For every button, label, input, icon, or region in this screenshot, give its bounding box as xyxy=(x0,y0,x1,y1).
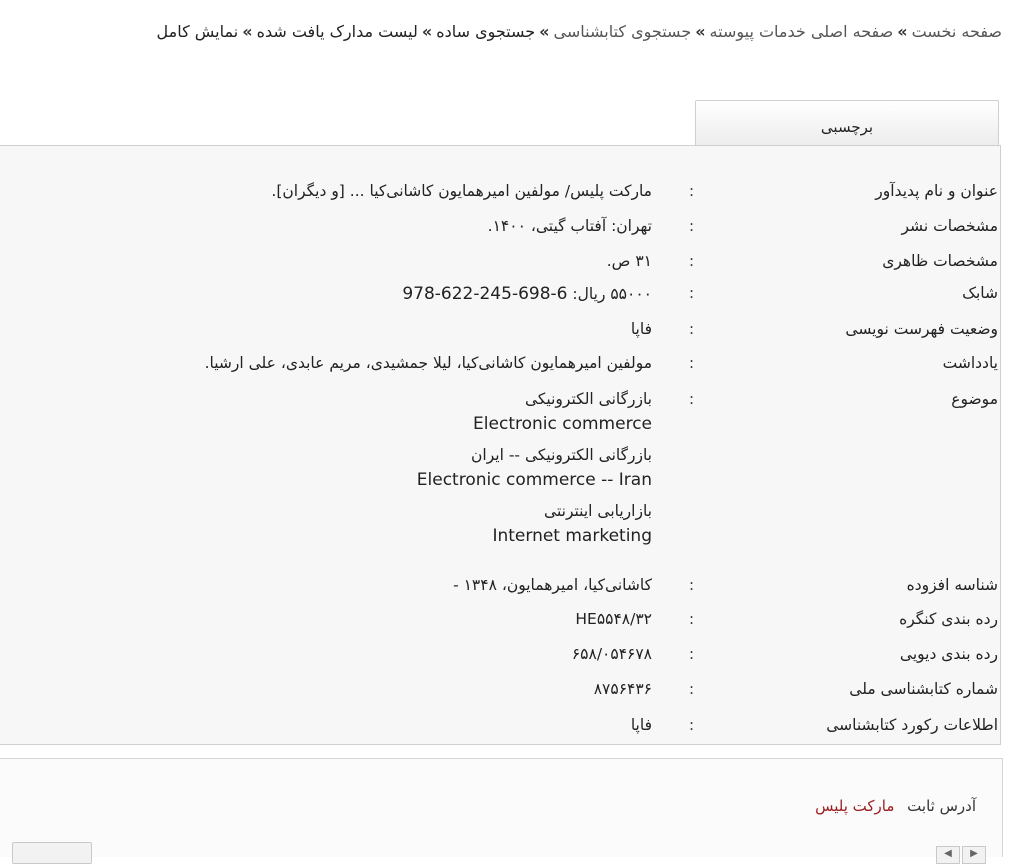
field-colon: : xyxy=(688,716,694,734)
prev-arrow-icon[interactable]: ◀ xyxy=(936,846,960,864)
breadcrumb-bibliographic-search[interactable]: جستجوی کتابشناسی xyxy=(553,22,692,41)
isbn-price: ۵۵۰۰۰ ریال: xyxy=(572,285,652,303)
subject-english: Electronic commerce xyxy=(473,414,652,434)
breadcrumb-services[interactable]: صفحه اصلی خدمات پیوسته xyxy=(709,22,894,41)
field-label: شماره کتابشناسی ملی xyxy=(849,680,998,698)
field-value: ۳۱ ص. xyxy=(606,252,652,270)
field-label: شناسه افزوده xyxy=(906,576,998,594)
field-value: HE۵۵۴۸/۳۲ xyxy=(575,610,652,628)
field-label: موضوع xyxy=(951,390,998,408)
field-value: فاپا xyxy=(630,320,652,338)
breadcrumb-simple-search[interactable]: جستجوی ساده xyxy=(436,22,536,41)
breadcrumb xyxy=(12,16,1002,48)
field-label: رده بندی کنگره xyxy=(899,610,998,628)
field-colon: : xyxy=(688,354,694,372)
field-label: رده بندی دیویی xyxy=(899,645,998,663)
isbn-number: 978-622-245-698-6 xyxy=(402,284,568,304)
field-colon: : xyxy=(688,284,694,302)
field-label: شابک xyxy=(962,284,998,302)
record-panel xyxy=(0,145,1001,745)
permalink-label: آدرس ثابت xyxy=(907,797,976,815)
breadcrumb-home[interactable]: صفحه نخست xyxy=(911,22,1002,41)
field-label: مشخصات ظاهری xyxy=(882,252,998,270)
permalink xyxy=(815,797,976,815)
field-colon: : xyxy=(688,610,694,628)
field-colon: : xyxy=(688,182,694,200)
field-value: تهران: آفتاب گیتی، ۱۴۰۰. xyxy=(487,217,652,235)
field-colon: : xyxy=(688,390,694,408)
tab-labeled-view[interactable]: برچسبی xyxy=(695,100,999,147)
field-label: اطلاعات رکورد کتابشناسی xyxy=(826,716,998,734)
breadcrumb-separator: » xyxy=(695,22,706,41)
breadcrumb-separator: » xyxy=(421,22,433,41)
field-label: مشخصات نشر xyxy=(901,217,998,235)
breadcrumb-separator: » xyxy=(539,22,550,41)
subject-english: Electronic commerce -- Iran xyxy=(416,470,652,490)
field-value: مولفین امیرهمایون کاشانی‌کیا، لیلا جمشیدی، مریم عابدی، علی ارشیا. xyxy=(204,354,652,372)
breadcrumb-full-view: نمایش کامل xyxy=(156,22,239,41)
field-colon: : xyxy=(688,252,694,270)
breadcrumb-results-list[interactable]: لیست مدارک یافت شده xyxy=(256,22,418,41)
field-value xyxy=(402,284,652,304)
field-label: عنوان و نام پدیدآور xyxy=(875,182,998,200)
breadcrumb-separator: » xyxy=(242,22,253,41)
field-colon: : xyxy=(688,320,694,338)
field-value: فاپا xyxy=(630,716,652,734)
field-colon: : xyxy=(688,576,694,594)
field-value: ۶۵۸/۰۵۴۶۷۸ xyxy=(571,645,652,663)
bottom-button[interactable] xyxy=(12,842,92,864)
field-label: وضعیت فهرست نویسی xyxy=(845,320,998,338)
field-label: یادداشت xyxy=(942,354,998,372)
field-value: مارکت پلیس/ مولفین امیرهمایون کاشانی‌کیا ... [و دیگران]. xyxy=(271,182,652,200)
subject-persian: بازرگانی الکترونیکی -- ایران xyxy=(471,446,652,464)
field-colon: : xyxy=(688,217,694,235)
field-value: کاشانی‌کیا، امیرهمایون، ۱۳۴۸ - xyxy=(453,576,652,594)
field-colon: : xyxy=(688,645,694,663)
permalink-link[interactable]: مارکت پلیس xyxy=(815,797,895,815)
subject-english: Internet marketing xyxy=(492,526,652,546)
field-value xyxy=(417,390,652,546)
field-colon: : xyxy=(688,680,694,698)
next-arrow-icon[interactable]: ▶ xyxy=(962,846,986,864)
subject-persian: بازرگانی الکترونیکی xyxy=(524,390,652,408)
breadcrumb-separator: » xyxy=(897,22,908,41)
subject-persian: بازاریابی اینترنتی xyxy=(544,502,652,520)
field-value: ۸۷۵۶۴۳۶ xyxy=(593,680,652,698)
